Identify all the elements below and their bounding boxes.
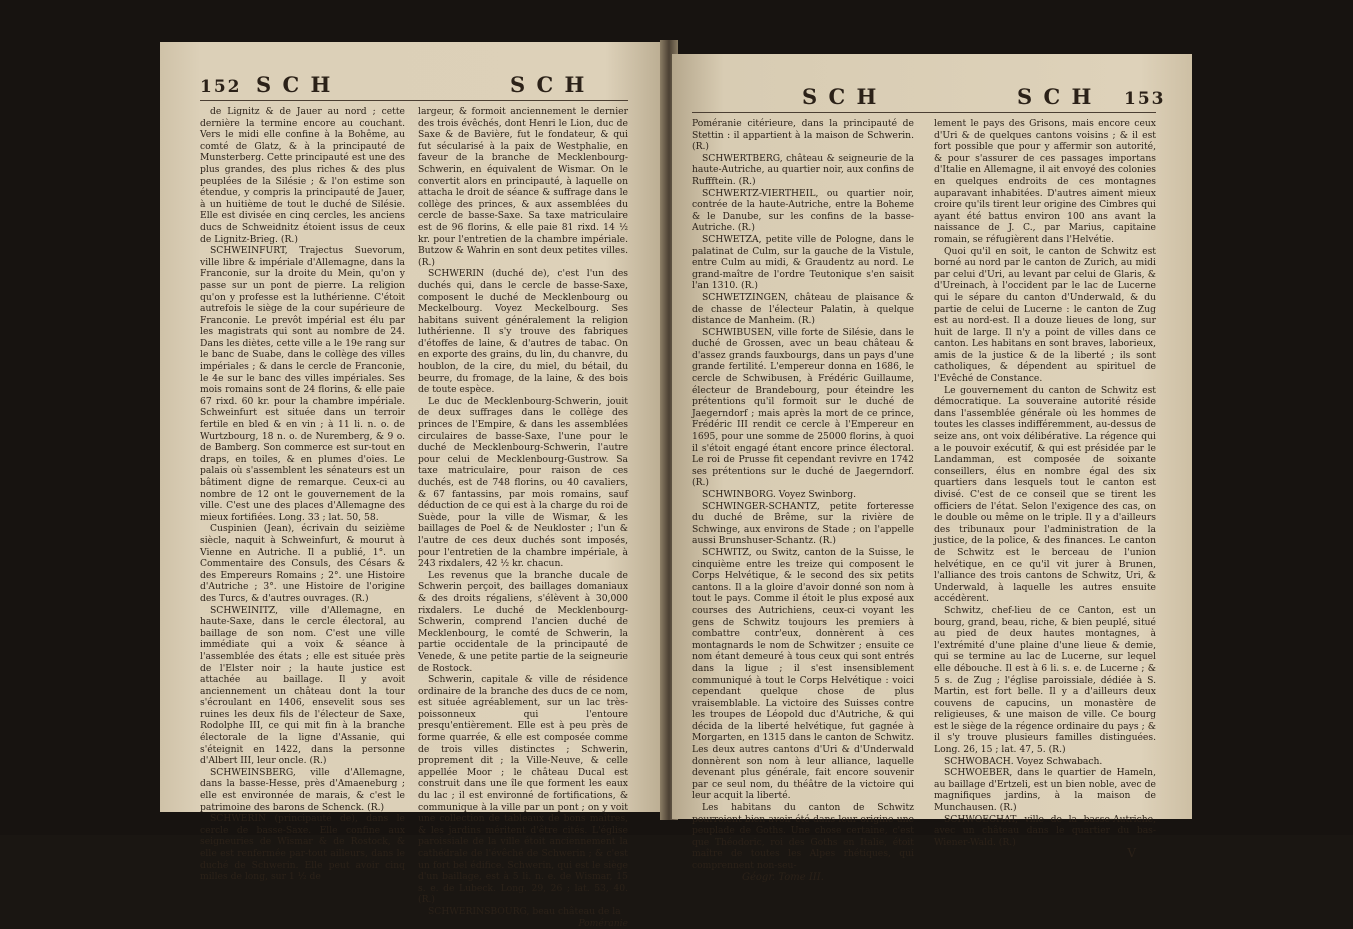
paragraph: SCHWETZINGEN, château de plaisance & de chasse de l'électeur Palatin, à quelque distance de Manheim. (R.): [692, 291, 914, 327]
paragraph: Le duc de Mecklenbourg-Schwerin, jouit de deux suffrages dans le collège des princes de l'Empire, & dans les assemblées circulaires de basse-Saxe, l'une pour le duché de Mecklenbourg-Schwerin, l'autre pour celui de Mecklenbourg-Gustrow. Sa taxe matriculaire, pour raison de ces duchés, est de 748 florins, ou 40 cavaliers, & 67 fantassins, par mois romains, sauf déduction de ce qui est à la charge du roi de Suède, pour la ville de Wismar, & les baillages de Poel & de Neukloster ; l'un & l'autre de ces deux duchés sont imposés, pour l'entretien de la chambre impériale, à 243 rixdalers, 42 ½ kr. chacun.: [418, 395, 628, 570]
paragraph: Schwitz, chef-lieu de ce Canton, est un bourg, grand, beau, riche, & bien peuplé, situé au pied de deux hautes montagnes, à l'extrémité d'une plaine d'une lieue & demie, qui se termine au lac de Lucerne, sur lequel elle débouche. Il est à 6 li. s. e. de Lucerne ; & 5 s. de Zug ; l'église paroissiale, dédiée à S. Martin, est fort belle. Il y a d'ailleurs deux couvens de capucins, un monastère de religieuses, & une maison de ville. Ce bourg est le siège de la régence ordinaire du pays ; & il s'y trouve plusieurs familles distinguées. Long. 26, 15 ; lat. 47, 5. (R.): [934, 604, 1156, 756]
paragraph: SCHWEINSBERG, ville d'Allemagne, dans la basse-Hesse, près d'Amaeneburg ; elle est environnée de marais, & c'est le patrimoine des barons de Schenck. (R.): [200, 766, 405, 813]
paragraph: SCHWOBACH. Voyez Schwabach.: [944, 755, 1103, 767]
paragraph: Les habitans du canton de Schwitz pourroient bien avoir été dans leur origine une peuplade de Goths. Une chose certaine, c'est que Théodoric, roi des Goths en Italie, étoit maître de toutes les Alpes rhétiques, qui comprennent non-seu-: [692, 802, 914, 871]
paragraph: SCHWINGER-SCHANTZ, petite forteresse du duché de Brême, sur la rivière de Schwinge, aux environs de Stade ; on l'appelle aussi Brunshuser-Schantz. (R.): [692, 500, 914, 547]
paragraph: SCHWEINITZ, ville d'Allemagne, en haute-Saxe, dans le cercle électoral, au baillage de son nom. C'est une ville immédiate qui a voix & séance à l'assemblée des états ; elle est située près de l'Elster noir ; la haute justice est attachée au baillage. Il y avoit anciennement un château dont la tour s'écroulant en 1406, ensevelit sous ses ruines les deux fils de l'électeur de Saxe, Rodolphe III, ce qui mit fin à la branche électorale de la ligne d'Assanie, qui s'éteignit en 1422, dans la personne d'Albert III, leur oncle. (R.): [200, 604, 405, 767]
paragraph: SCHWINBORG. Voyez Swinborg.: [702, 489, 857, 500]
page-number-right: 153: [1124, 89, 1166, 109]
paragraph: Schwerin, capitale & ville de résidence ordinaire de la branche des ducs de ce nom, est située agréablement, sur un lac très-poissonneux qui l'entoure presqu'entièrement. Elle est à peu près de forme quarrée, & elle est composée comme de trois villes distinctes ; Schwerin, proprement dit ; la Ville-Neuve, & celle appellée Moor ; le château Ducal est construit dans une île que forment les eaux du lac ; il est environné de fortifications, & communique à la ville par un pont ; on y voit une collection de tableaux de bons maîtres, & les jardins méritent d'être cités. L'église paroissiale de la ville étoit anciennement la cathédrale de l'évêché de Schwerin ; & c'est un fort bel édifice. Schwerin, qui est le siège d'un baillage, est à 5 li. n. e. de Wismar, 15 s. e. de Lubeck. Long. 29, 26 ; lat. 53, 40. (R.): [418, 674, 628, 906]
running-head-left-a: S C H: [256, 72, 333, 97]
running-head-left-b: S C H: [510, 72, 587, 97]
paragraph: Poméranie citérieure, dans la principauté de Stettin : il appartient à la maison de Schwerin. (R.): [692, 118, 914, 153]
paragraph: SCHWOEBER, dans le quartier de Hameln, au baillage d'Ertzeli, est un bien noble, avec de magnifiques jardins, à la maison de Munchausen. (R.): [934, 767, 1156, 814]
paragraph: Les revenus que la branche ducale de Schwerin perçoit, des baillages domaniaux & des droits régaliens, s'élèvent à 30,000 rixdalers. Le duché de Mecklenbourg-Schwerin, comprend l'ancien duché de Mecklenbourg, le comté de Schwerin, la partie occidentale de la principauté de Venede, & une petite partie de la seigneurie de Rostock.: [418, 569, 628, 674]
left-column-2: [418, 106, 628, 929]
left-column-1: [200, 106, 405, 883]
page-number-left: 152: [200, 77, 242, 97]
paragraph: lement le pays des Grisons, mais encore ceux d'Uri & de quelques cantons voisins ; & il est fort possible que pour y affermir son autorité, & pour s'assurer de ces passages importans d'Italie en Allemagne, il ait envoyé des colonies en quelques endroits de ces montagnes auparavant inhabitées. D'autres aiment mieux croire qu'ils tirent leur origine des Cimbres qui ayant été battus environ 100 ans avant la naissance de J. C., par Marius, capitaine romain, se réfugièrent dans l'Helvétie.: [934, 118, 1156, 245]
paragraph: SCHWEINFURT, Trajectus Suevorum, ville libre & impériale d'Allemagne, dans la Franconie, sur la droite du Mein, qu'on y passe sur un pont de pierre. La religion qu'on y professe est la luthérienne. C'étoit autrefois le siège de la cour supérieure de Franconie. Le prevôt impérial est élu par les magistrats qui sont au nombre de 24. Dans les diètes, cette ville a le 19e rang sur le banc de Suabe, dans le collège des villes impériales ; & dans le cercle de Franconie, le 4e sur le banc des villes impériales. Ses mois romains sont de 24 florins, & elle paie 67 rixd. 60 kr. pour la chambre impériale. Schweinfurt est située dans un terroir fertile en bled & en vin ; à 11 li. n. o. de Wurtzbourg, 18 n. o. de Nuremberg, & 9 o. de Bamberg. Son commerce est sur-tout en draps, en toiles, & en plumes d'oies. Le palais où s'assemblent les sénateurs est un bâtiment digne de remarque. Ceux-ci au nombre de 12 ont le gouvernement de la ville. C'est une des places d'Allemagne des mieux fortifiées. Long. 33 ; lat. 50, 58.: [200, 245, 405, 523]
paragraph: Quoi qu'il en soit, le canton de Schwitz est borné au nord par le canton de Zurich, au midi par celui d'Uri, au levant par celui de Glaris, & d'Ureinach, à l'occident par le lac de Lucerne qui le sépare du canton d'Underwald, & du partie de celui de Lucerne : le canton de Zug est au nord-est. Il a douze lieues de long, sur huit de large. Il n'y a point de villes dans ce canton. Les habitans en sont braves, laborieux, amis de la justice & de la liberté ; ils sont catholiques, & dépendent au spirituel de l'Evêché de Constance.: [934, 245, 1156, 385]
paragraph: SCHWETZA, petite ville de Pologne, dans le palatinat de Culm, sur la gauche de la Vistule, entre Culm au midi, & Graudentz au nord. Le grand-maître de l'ordre Teutonique s'en saisit l'an 1310. (R.): [692, 233, 914, 292]
paragraph: SCHWOECHAT, ville de la basse-Autriche, avec un château dans le quartier du bas-Wiener-Wald. (R.): [934, 813, 1156, 848]
paragraph: SCHWERTBERG, château & seigneurie de la haute-Autriche, au quartier noir, aux confins de Ruffftein. (R.): [692, 152, 914, 187]
signature-mark: V: [1127, 846, 1136, 861]
paragraph: SCHWERTZ-VIERTHEIL, ou quartier noir, contrée de la haute-Autriche, entre la Boheme & le Danube, sur les confins de la basse-Autriche. (R.): [692, 187, 914, 234]
paragraph: SCHWERIN (duché de), c'est l'un des duchés qui, dans le cercle de basse-Saxe, composent le duché de Mecklenbourg ou Meckelbourg. Voyez Meckelbourg. Ses habitans suivent généralement la religion luthérienne. Il s'y trouve des fabriques d'étoffes de laine, & d'autres de tabac. On en exporte des grains, du lin, du chanvre, du houblon, de la cire, du miel, du bétail, du beurre, du fromage, de la laine, & des bois de toute espèce.: [418, 268, 628, 396]
right-page: [672, 54, 1192, 883]
left-page: [160, 42, 666, 929]
paragraph: SCHWERIN (principauté de), dans le cercle de basse-Saxe. Elle confine aux seigneuries de Wismar & de Rostock, & elle est renfermée par-tout ailleurs, dans le duché de Schwerin. Elle peut avoir cinq milles de long, sur 1 ½ de: [200, 813, 405, 883]
right-column-2: [934, 118, 1156, 860]
paragraph: de Lignitz & de Jauer au nord ; cette dernière la termine encore au couchant. Vers le midi elle confine à la Bohême, au comté de Glatz, & à la principauté de Munsterberg. Cette principauté est une des plus grandes, des plus riches & des plus peuplées de la Silésie ; & l'on estime son étendue, y compris la principauté de Jauer, à un huitième de tout le duché de Silésie. Elle est divisée en cinq cercles, les anciens ducs de Schweidnitz étoient issus de ceux de Lignitz-Brieg. (R.): [200, 106, 405, 245]
running-head-right-b: S C H: [1017, 84, 1094, 109]
footer-volume: Géogr. Tome III.: [742, 871, 824, 883]
header-rule: [200, 100, 628, 101]
paragraph: largeur, & formoit anciennement le dernier des trois évêchés, dont Henri le Lion, duc de Saxe & de Bavière, fut le fondateur, & qui fut sécularisé à la paix de Westphalie, en faveur de la branche de Mecklenbourg-Schwerin, en équivalent de Wismar. On le convertit alors en principauté, à laquelle on attacha le droit de séance & suffrage dans le collège des princes, & aux assemblées du cercle de basse-Saxe. Sa taxe matriculaire est de 96 florins, & elle paie 81 rixd. 14 ½ kr. pour l'entretien de la chambre impériale. Butzow & Wahrin en sont deux petites villes. (R.): [418, 106, 628, 268]
running-head-right-a: S C H: [802, 84, 879, 109]
paragraph: Le gouvernement du canton de Schwitz est démocratique. La souveraine autorité réside dans l'assemblée générale où les hommes de toutes les classes indifféremment, au-dessus de seize ans, ont voix délibérative. La régence qui a le pouvoir exécutif, & qui est présidée par le Landamman, est composée de soixante conseillers, élus en nombre égal des six quartiers dans lesquels tout le canton est divisé. C'est de ce conseil que se tirent les officiers de l'état. Selon l'exigence des cas, on le double ou même on le triple. Il y a d'ailleurs des tribunaux pour l'administration de la justice, de la police, & des finances. Le canton de Schwitz est le berceau de l'union helvétique, en ce qu'il vit jurer à Brunen, l'alliance des trois cantons de Schwitz, Uri, & Underwald, à laquelle les autres ensuite accédèrent.: [934, 384, 1156, 605]
paragraph: SCHWITZ, ou Switz, canton de la Suisse, le cinquième entre les treize qui composent le Corps Helvétique, & le second des six petits cantons. Il a la gloire d'avoir donné son nom à tout le pays. Comme il étoit le plus exposé aux courses des Autrichiens, ceux-ci voyant les gens de Schwitz toujours les premiers à combattre contr'eux, donnèrent à ces montagnards le nom de Schwitzer ; ensuite ce nom étant demeuré à tous ceux qui sont entrés dans la ligue ; il s'est insensiblement communiqué à tout le Corps Helvétique : voici cependant quelque chose de plus vraisemblable. La victoire des Suisses contre les troupes de Léopold duc d'Autriche, & qui décida de la liberté helvétique, fut gagnée à Morgarten, en 1315 dans le canton de Schwitz. Les deux autres cantons d'Uri & d'Underwald donnèrent son nom à leur alliance, laquelle devenant plus générale, fait encore souvenir par ce seul nom, du théâtre de la victoire qui leur acquit la liberté.: [692, 546, 914, 802]
catchword: Poméranie: [578, 917, 628, 929]
header-rule: [692, 112, 1156, 113]
paragraph: SCHWIBUSEN, ville forte de Silésie, dans le duché de Grossen, avec un beau château & d'assez grands fauxbourgs, dans un pays d'une grande fertilité. L'empereur donna en 1686, le cercle de Schwibusen, à Frédéric Guillaume, électeur de Brandebourg, pour éteindre les prétentions qu'il formoit sur le duché de Jaegerndorf ; mais après la mort de ce prince, Frédéric III rendit ce cercle à l'Empereur en 1695, pour une somme de 25000 florins, à quoi il s'étoit engagé étant encore prince électoral. Le roi de Prusse fit cependant revivre en 1742 ses prétentions sur le duché de Jaegerndorf. (R.): [692, 326, 914, 489]
right-column-1: [692, 118, 914, 883]
paragraph: Cuspinien (Jean), écrivain du seizième siècle, naquit à Schweinfurt, & mourut à Vienne en Autriche. Il a publié, 1°. un Commentaire des Consuls, des Césars & des Empereurs Romains ; 2°. une Histoire d'Autriche ; 3°. une Histoire de l'origine des Turcs, & d'autres ouvrages. (R.): [200, 523, 405, 604]
paragraph: SCHWERINSBOURG, beau château de la: [428, 905, 621, 917]
